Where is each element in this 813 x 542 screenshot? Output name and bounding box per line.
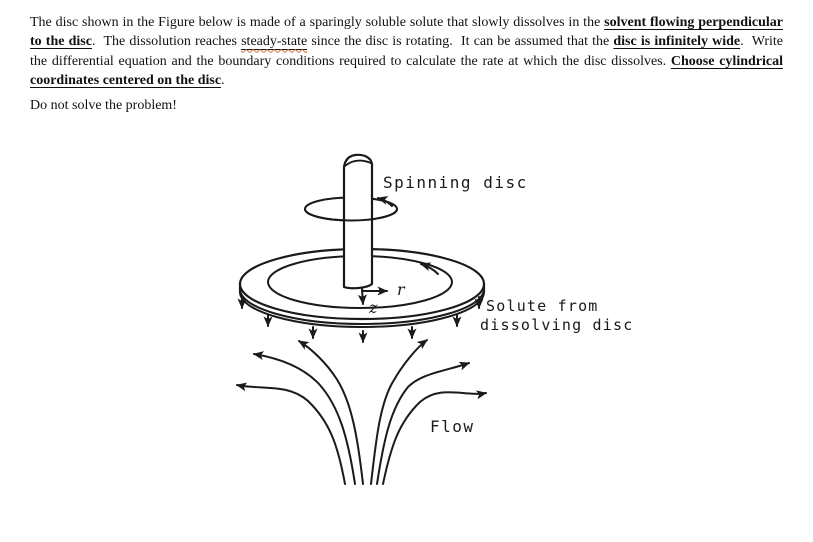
streamline-left-middle [254, 354, 355, 484]
text-segment: . Write the differential equation and the boundary conditions required to calculate the rate at which the disc dissolves. [30, 34, 783, 69]
streamlines [237, 340, 486, 484]
streamline-right-outer [383, 392, 486, 484]
text-segment-bold-underline: disc is infinitely wide [613, 34, 741, 50]
text-segment: . The dissolution reaches [91, 34, 242, 50]
text-segment: . [221, 73, 225, 89]
shaft-body [344, 155, 372, 288]
z-axis-arrow [362, 289, 363, 304]
streamline-left-inner [299, 341, 363, 484]
axis-label-r: r [397, 280, 405, 299]
text-segment-bold-underline: solvent flowing perpendicular to the disc [30, 15, 783, 50]
text-segment: since the disc is rotating. It can be assumed that the [307, 34, 614, 50]
streamline-left-outer [237, 385, 345, 484]
axis-label-z: z [369, 298, 378, 317]
text-segment-spellchecked: steady-state [241, 34, 308, 50]
label-flow: Flow [430, 417, 475, 436]
final-instruction: Do not solve the problem! [30, 98, 177, 113]
text-segment: The disc shown in the Figure below is made of a sparingly soluble solute that slowly dissolves in the [30, 15, 605, 30]
disc-shaft [344, 155, 372, 288]
label-spinning-disc: Spinning disc [383, 173, 528, 192]
streamline-right-inner [371, 340, 427, 484]
label-solute-line1: Solute from [486, 297, 599, 315]
text-segment-bold-underline: Choose cylindrical coordinates centered on the disc [30, 53, 783, 89]
label-solute-line2: dissolving disc [480, 316, 634, 334]
